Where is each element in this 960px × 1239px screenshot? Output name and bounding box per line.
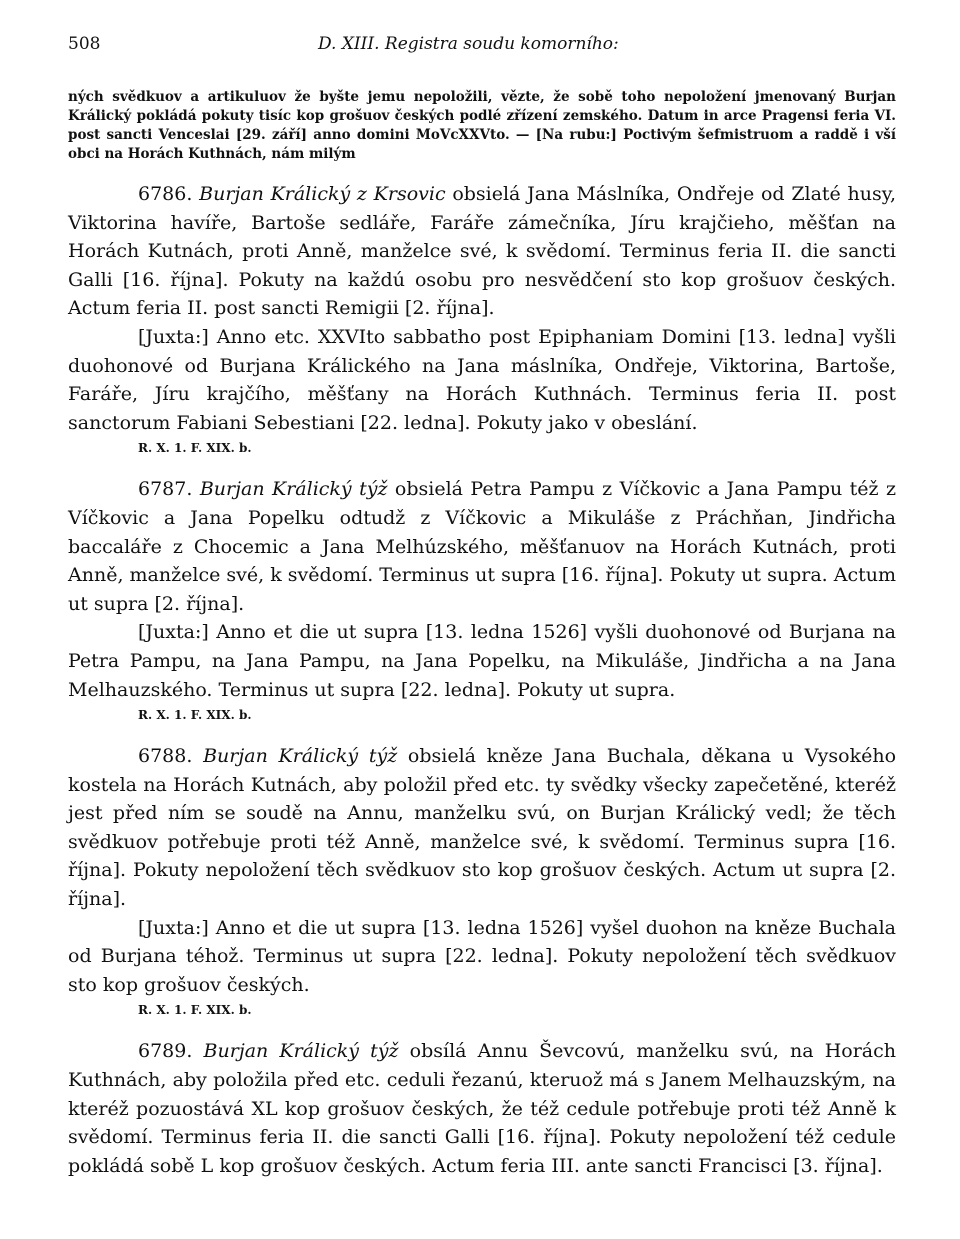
entry-juxta: [Juxta:] Anno etc. XXVIto sabbatho post Epiphaniam Domini [13. ledna] vyšli duohonové od Burjana Králického na Jana máslníka, Ondřeje, Viktorina, Bartoše, Faráře, Jíru krajčího, měšťany na Horách Kuthnách. Terminus feria II. post sanctorum Fabiani Sebestiani [22. ledna]. Pokuty jako v obeslání. [68,325,896,434]
page-number: 508 [68,34,101,54]
entry-6789 [68,1037,896,1180]
entry-6786 [68,180,896,459]
page-header [68,30,896,70]
entry-body: obsielá Petra Pampu z Víčkovic a Jana Pampu též z Víčkovic a Jana Popelku odtudž z Víčkovic a Mikuláše z Práchňan, Jindřicha baccaláře z Chocemic a Jana Melhúzského, měšťanuov na Horách Kutnách, proti Anně, manželce své, k svědomí. Terminus ut supra [16. října]. Pokuty ut supra. Actum ut supra [2. října]. [68,478,897,615]
entry-name: Burjan Králický z Krsovic [199,183,446,205]
entry-text [68,742,896,914]
entry-reference: R. X. 1. F. XIX. b. [138,441,252,456]
entry-reference: R. X. 1. F. XIX. b. [138,708,252,723]
document-page [68,30,896,1180]
entry-juxta: [Juxta:] Anno et die ut supra [13. ledna 1526] vyšel duohon na kněze Buchala od Burjana téhož. Terminus ut supra [22. ledna]. Pokuty nepoložení těch svědkuov sto kop grošuov českých. [68,916,896,996]
entry-text [68,475,896,618]
entries [68,180,896,1180]
running-title: D. XIII. Registra soudu komorního: [318,34,619,54]
entry-name: Burjan Králický týž [203,745,398,768]
entry-number: 6786. [138,183,193,205]
entry-6787 [68,475,896,726]
entry-body: obsílá Annu Ševcovú, manželku svú, na Horách Kuthnách, aby položila před etc. ceduli řezanú, kteruož má s Janem Melhauzským, na kteréž pozuostává XL kop grošuov českých, že též cedule potřebuje proti též Anně k svědomí. Terminus feria II. die sancti Galli [16. října]. Pokuty nepoložení též cedule pokládá sobě L kop grošuov českých. Actum feria III. ante sancti Francisci [3. října]. [68,1040,896,1177]
entry-juxta: [Juxta:] Anno et die ut supra [13. ledna 1526] vyšli duohonové od Burjana na Petra Pampu, na Jana Pampu, na Jana Popelku, na Mikuláše, Jindřicha a na Jana Melhauzského. Terminus ut supra [22. ledna]. Pokuty ut supra. [68,621,896,701]
entry-text [68,1037,896,1180]
intro-paragraph: ných svědkuov a artikuluov že byšte jemu nepoložili, vězte, že sobě toho nepoložení jmenovaný Burjan Králický pokládá pokuty tisíc kop grošuov českých podlé zřízení zemského. Datum in arce Pragensi feria VI. post sancti Venceslai [29. září] anno domini MoVcXXVto. — [Na rubu:] Poctivým šefmistruom a raddě i vší obci na Horách Kuthnách, nám milým [68,89,896,162]
entry-reference: R. X. 1. F. XIX. b. [138,1003,252,1018]
entry-body: obsielá kněze Jana Buchala, děkana u Vysokého kostela na Horách Kutnách, aby položil před etc. ty svědky všecky zapečetěné, kteréž jest před ním se soudě na Annu, manželku svú, on Burjan Králický vedl; že těch svědkuov potřebuje proti též Anně, manželce své, k svědomí. Terminus supra [16. října]. Pokuty nepoložení těch svědkuov sto kop grošuov českých. Actum ut supra [2. října]. [68,745,897,911]
entry-body: obsielá Jana Máslníka, Ondřeje od Zlaté husy, Viktorina havíře, Bartoše sedláře, Faráře zámečníka, Jíru krajčieho, měšťan na Horách Kutnách, proti Anně, manželce své, k svědomí. Terminus feria II. die sancti Galli [16. října]. Pokuty na každú osobu pro nesvědčení sto kop grošuov českých. Actum feria II. post sancti Remigii [2. října]. [68,183,896,320]
entry-6788 [68,742,896,1021]
entry-number: 6787. [138,478,193,501]
entry-number: 6789. [138,1040,193,1063]
entry-name: Burjan Králický týž [199,478,388,501]
entry-name: Burjan Králický týž [203,1040,399,1063]
entry-number: 6788. [138,745,193,768]
entry-text [68,180,896,323]
